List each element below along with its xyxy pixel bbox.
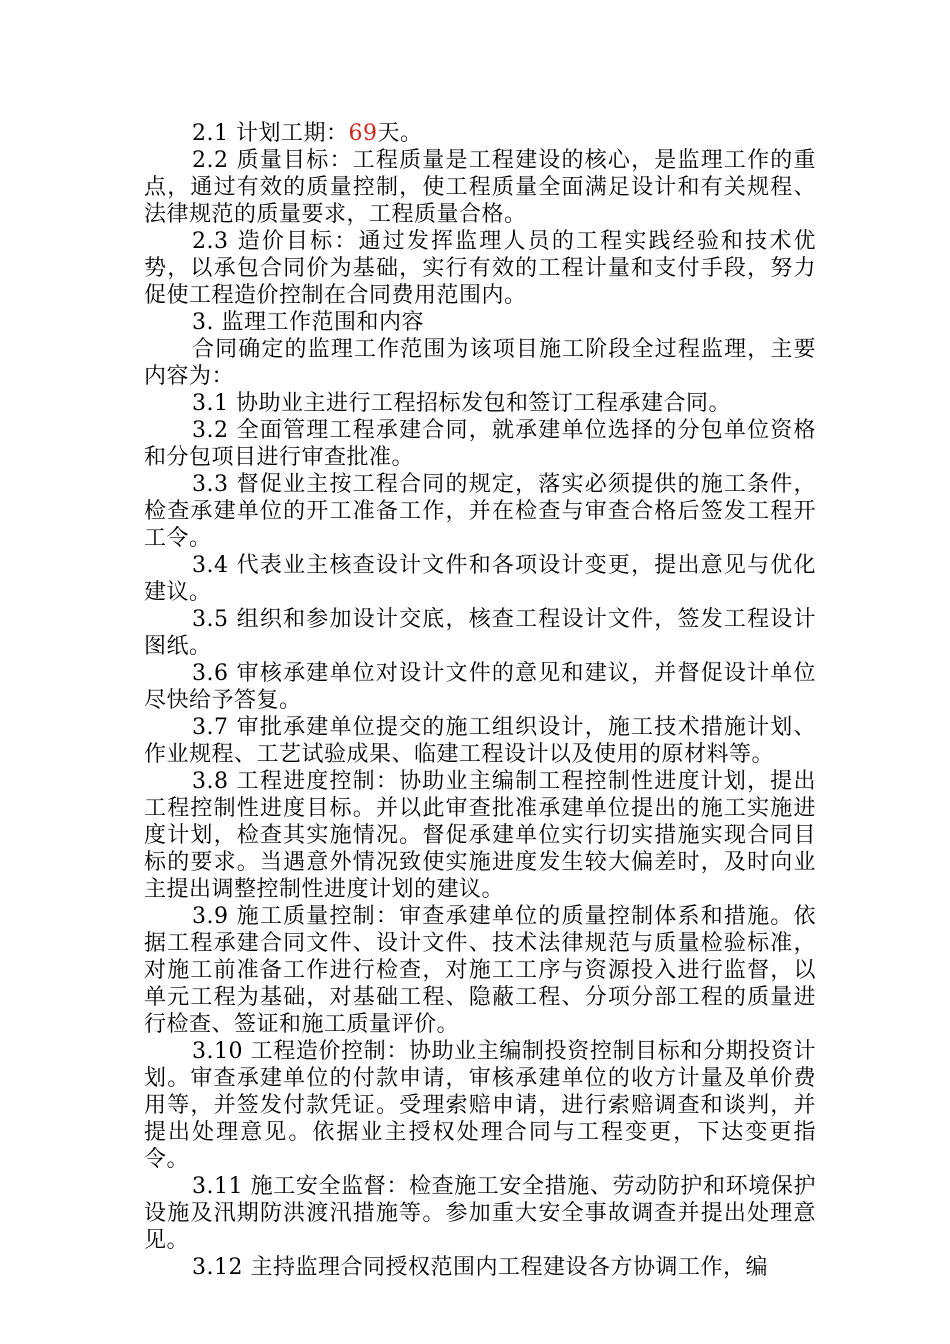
paragraph-text: 计划工期： — [228, 121, 349, 146]
paragraph-2-2: 2.2 质量目标：工程质量是工程建设的核心，是监理工作的重点，通过有效的质量控制，使工程质量全面满足设计和有关规程、法律规范的质量要求，工程质量合格。 — [144, 148, 816, 227]
section-heading-3: 3. 监理工作范围和内容 — [192, 310, 424, 335]
paragraph-3-12: 3.12 主持监理合同授权范围内工程建设各方协调工作，编 — [192, 1255, 768, 1280]
paragraph-2-1 — [144, 120, 816, 147]
paragraph-3-9: 3.9 施工质量控制：审查承建单位的质量控制体系和措施。依据工程承建合同文件、设计文件、技术法律规范与质量检验标准，对施工前准备工作进行检查，对施工工序与资源投入进行监督，以单元工程为基础，对基础工程、隐蔽工程、分项分部工程的质量进行检查、签证和施工质量评价。 — [144, 904, 816, 1037]
paragraph-2-3: 2.3 造价目标：通过发挥监理人员的工程实践经验和技术优势，以承包合同价为基础，实行有效的工程计量和支付手段，努力促使工程造价控制在合同费用范围内。 — [144, 229, 816, 308]
paragraph-3-1: 3.1 协助业主进行工程招标发包和签订工程承建合同。 — [192, 391, 731, 416]
paragraph-3-7: 3.7 审批承建单位提交的施工组织设计，施工技术措施计划、作业规程、工艺试验成果、临建工程设计以及使用的原材料等。 — [144, 715, 816, 767]
paragraph-text: 天。 — [377, 121, 423, 146]
paragraph-3-8: 3.8 工程进度控制：协助业主编制工程控制性进度计划，提出工程控制性进度目标。并以此审查批准承建单位提出的施工实施进度计划，检查其实施情况。督促承建单位实行切实措施实现合同目标的要求。当遇意外情况致使实施进度发生较大偏差时，及时向业主提出调整控制性进度计划的建议。 — [144, 769, 816, 902]
paragraph-3-4: 3.4 代表业主核查设计文件和各项设计变更，提出意见与优化建议。 — [144, 553, 816, 605]
document-body — [144, 120, 816, 1281]
paragraph-3-3: 3.3 督促业主按工程合同的规定，落实必须提供的施工条件，检查承建单位的开工准备工作，并在检查与审查合格后签发工程开工令。 — [144, 472, 816, 551]
paragraph-scope-intro: 合同确定的监理工作范围为该项目施工阶段全过程监理，主要内容为： — [144, 337, 816, 389]
paragraph-3-11: 3.11 施工安全监督：检查施工安全措施、劳动防护和环境保护设施及汛期防洪渡汛措施等。参加重大安全事故调查并提出处理意见。 — [144, 1174, 816, 1253]
paragraph-number: 2.1 — [192, 121, 229, 146]
planned-duration-value: 69 — [348, 121, 378, 146]
paragraph-3-6: 3.6 审核承建单位对设计文件的意见和建议，并督促设计单位尽快给予答复。 — [144, 661, 816, 713]
paragraph-3-2: 3.2 全面管理工程承建合同，就承建单位选择的分包单位资格和分包项目进行审查批准。 — [144, 418, 816, 470]
paragraph-3-5: 3.5 组织和参加设计交底，核查工程设计文件，签发工程设计图纸。 — [144, 607, 816, 659]
paragraph-3-10: 3.10 工程造价控制：协助业主编制投资控制目标和分期投资计划。审查承建单位的付款申请，审核承建单位的收方计量及单价费用等，并签发付款凭证。受理索赔申请，进行索赔调查和谈判，并提出处理意见。依据业主授权处理合同与工程变更，下达变更指令。 — [144, 1039, 816, 1172]
